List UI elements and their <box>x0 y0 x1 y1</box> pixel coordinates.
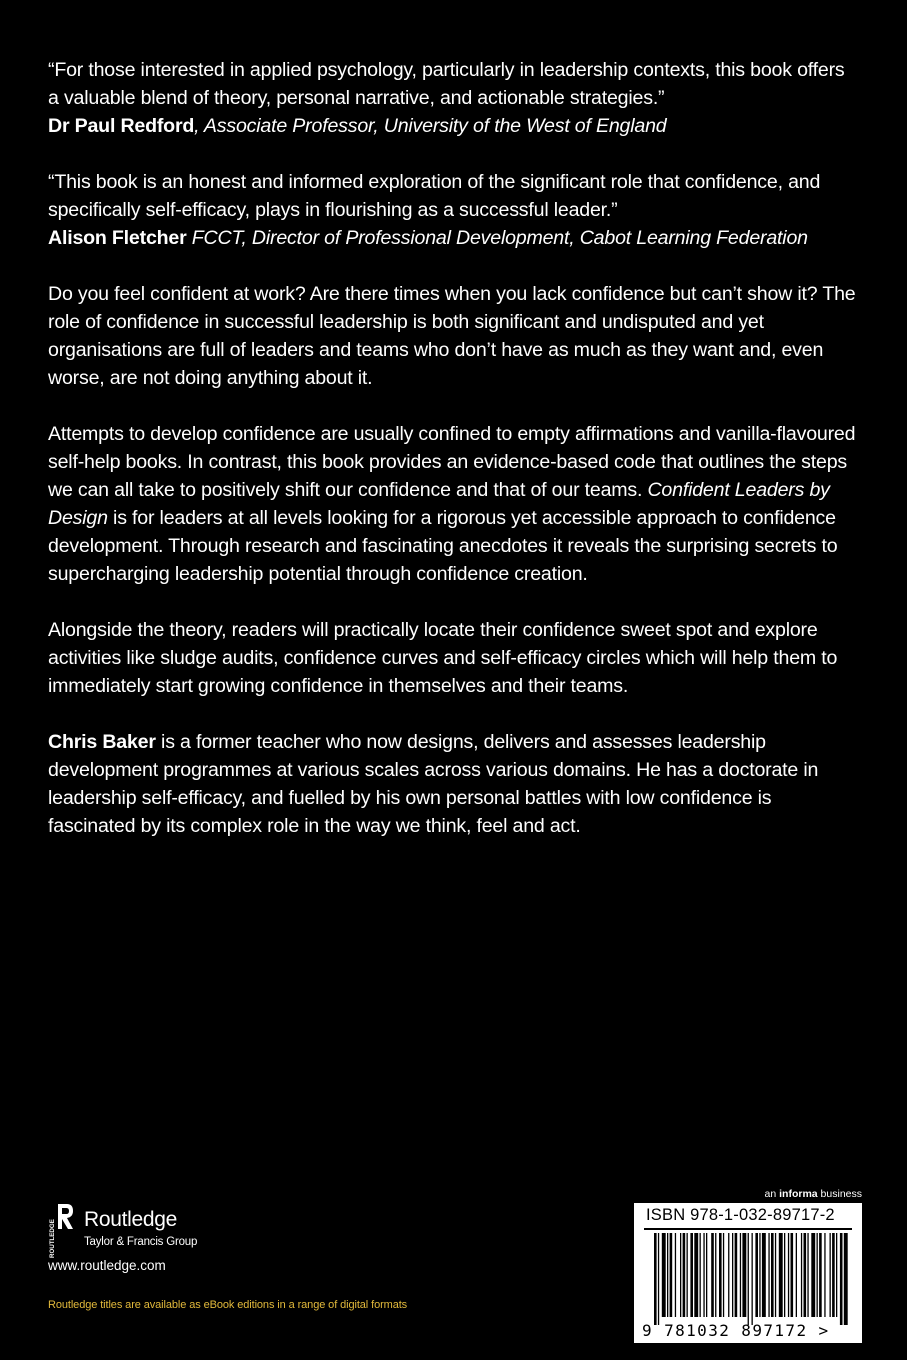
barcode-bar <box>771 1233 774 1317</box>
endorsement-quote: “This book is an honest and informed exploration of the significant role that confidence, and specifically self-efficacy, plays in flourishing as a successful leader.” <box>48 171 821 221</box>
isbn-label: ISBN 978-1-032-89717-2 <box>646 1206 835 1224</box>
publisher-logo <box>48 1202 197 1260</box>
barcode-bar <box>711 1233 714 1317</box>
barcode-digits: 9 781032 897172 > <box>642 1321 830 1340</box>
barcode-bar <box>832 1233 835 1317</box>
barcode-bar <box>788 1233 789 1317</box>
barcode-bar <box>680 1233 681 1317</box>
barcode-bar <box>683 1233 686 1317</box>
isbn-divider <box>644 1228 852 1230</box>
barcode-bar <box>791 1233 794 1317</box>
publisher-group: Taylor & Francis Group <box>84 1236 198 1248</box>
blurb-text: Attempts to develop confidence are usually confined to empty affirmations and vanilla-flavoured self-help books. In contrast, this book provides an evidence-based code that outlines the steps we can all take to positively shift our confidence and that of our teams. <box>48 423 856 501</box>
informa-tagline: an informa business <box>764 1188 862 1200</box>
author-name: Chris Baker <box>48 731 156 753</box>
barcode-bar <box>801 1233 802 1317</box>
informa-brand: informa <box>779 1188 818 1200</box>
barcode-bar <box>703 1233 704 1317</box>
endorser-name: Alison Fletcher <box>48 227 187 249</box>
back-cover-text <box>48 56 860 868</box>
barcode-bar <box>728 1233 729 1317</box>
barcode-bar <box>715 1233 716 1317</box>
blurb-paragraph-3: Alongside the theory, readers will practically locate their confidence sweet spot and explore activities like sludge audits, confidence curves and self-efficacy circles which will help them to immediately start growing confidence in themselves and their teams. <box>48 619 838 697</box>
ebook-note: Routledge titles are available as eBook editions in a range of digital formats <box>48 1299 408 1311</box>
publisher-url[interactable]: www.routledge.com <box>48 1258 166 1273</box>
barcode-bar <box>723 1233 724 1317</box>
blurb-text: is for leaders at all levels looking for a rigorous yet accessible approach to confidence development. Through research and fascinating anecdotes it reveals the surprising secrets to supercharging leadership potential through confidence creation. <box>48 507 838 585</box>
routledge-r-icon <box>48 1202 74 1260</box>
barcode-bar <box>804 1233 807 1317</box>
barcode-bar <box>836 1233 837 1317</box>
endorsement-attribution <box>48 112 860 140</box>
barcode-bar <box>817 1233 818 1317</box>
barcode-bar <box>654 1233 657 1325</box>
blurb-paragraph-1: Do you feel confident at work? Are there times when you lack confidence but can’t show it? The role of confidence in successful leadership is both significant and undisputed and yet organisations are full of leaders and teams who don’t have as much as they want and, even worse, are not doing anything about it. <box>48 283 856 389</box>
publisher-name: Routledge <box>84 1208 178 1231</box>
barcode-bar <box>840 1233 843 1325</box>
vertical-wordmark: ROUTLEDGE <box>49 1219 56 1258</box>
barcode-bar <box>824 1233 825 1317</box>
barcode-bar <box>784 1233 785 1317</box>
barcode-bar <box>667 1233 668 1317</box>
barcode-bar <box>775 1233 776 1317</box>
endorsement-1 <box>48 56 860 140</box>
barcode-bar <box>844 1233 848 1325</box>
barcode-bar <box>759 1233 760 1317</box>
barcode-bar <box>662 1233 666 1317</box>
barcode-bar <box>658 1233 659 1325</box>
barcode-bar <box>752 1233 753 1325</box>
barcode-bar <box>796 1233 797 1317</box>
barcode-bar <box>687 1233 688 1317</box>
endorsement-quote: “For those interested in applied psychology, particularly in leadership contexts, this book offers a valuable blend of theory, personal narrative, and actionable strategies.” <box>48 59 845 109</box>
book-title: Confident Leaders by Design <box>48 479 830 529</box>
barcode-bar <box>807 1233 808 1317</box>
endorsement-attribution <box>48 224 860 252</box>
blurb-paragraph-2 <box>48 420 860 588</box>
barcode-bar <box>811 1233 815 1317</box>
endorser-role: , Associate Professor, University of the West of England <box>194 115 667 137</box>
barcode-bar <box>700 1233 701 1317</box>
barcode-bar <box>748 1233 749 1325</box>
barcode-bar <box>690 1233 693 1317</box>
barcode-bar <box>742 1233 746 1317</box>
barcode-bar <box>670 1233 673 1317</box>
barcode-bar <box>819 1233 822 1317</box>
barcode-bar <box>768 1233 769 1317</box>
barcode-bar <box>694 1233 698 1317</box>
barcode-bar <box>732 1233 733 1317</box>
barcode-bar <box>735 1233 738 1317</box>
endorsement-2 <box>48 168 860 252</box>
barcode-bar <box>762 1233 766 1317</box>
barcode-bar <box>755 1233 758 1317</box>
barcode-bar <box>779 1233 783 1317</box>
isbn-barcode <box>634 1203 862 1343</box>
endorser-name: Dr Paul Redford <box>48 115 195 137</box>
author-bio <box>48 728 860 840</box>
barcode-bar <box>719 1233 722 1317</box>
endorser-role: FCCT, Director of Professional Development, Cabot Learning Federation <box>186 227 808 249</box>
barcode-bar <box>740 1233 741 1317</box>
barcode-bars <box>640 1233 856 1325</box>
barcode-bar <box>706 1233 707 1317</box>
barcode-bar <box>675 1233 676 1317</box>
author-bio-text: is a former teacher who now designs, delivers and assesses leadership development programmes at various scales across various domains. He has a doctorate in leadership self-efficacy, and fuelled by his own personal battles with low confidence is fascinated by its complex role in the way we think, feel and act. <box>48 731 819 837</box>
barcode-bar <box>830 1233 831 1317</box>
